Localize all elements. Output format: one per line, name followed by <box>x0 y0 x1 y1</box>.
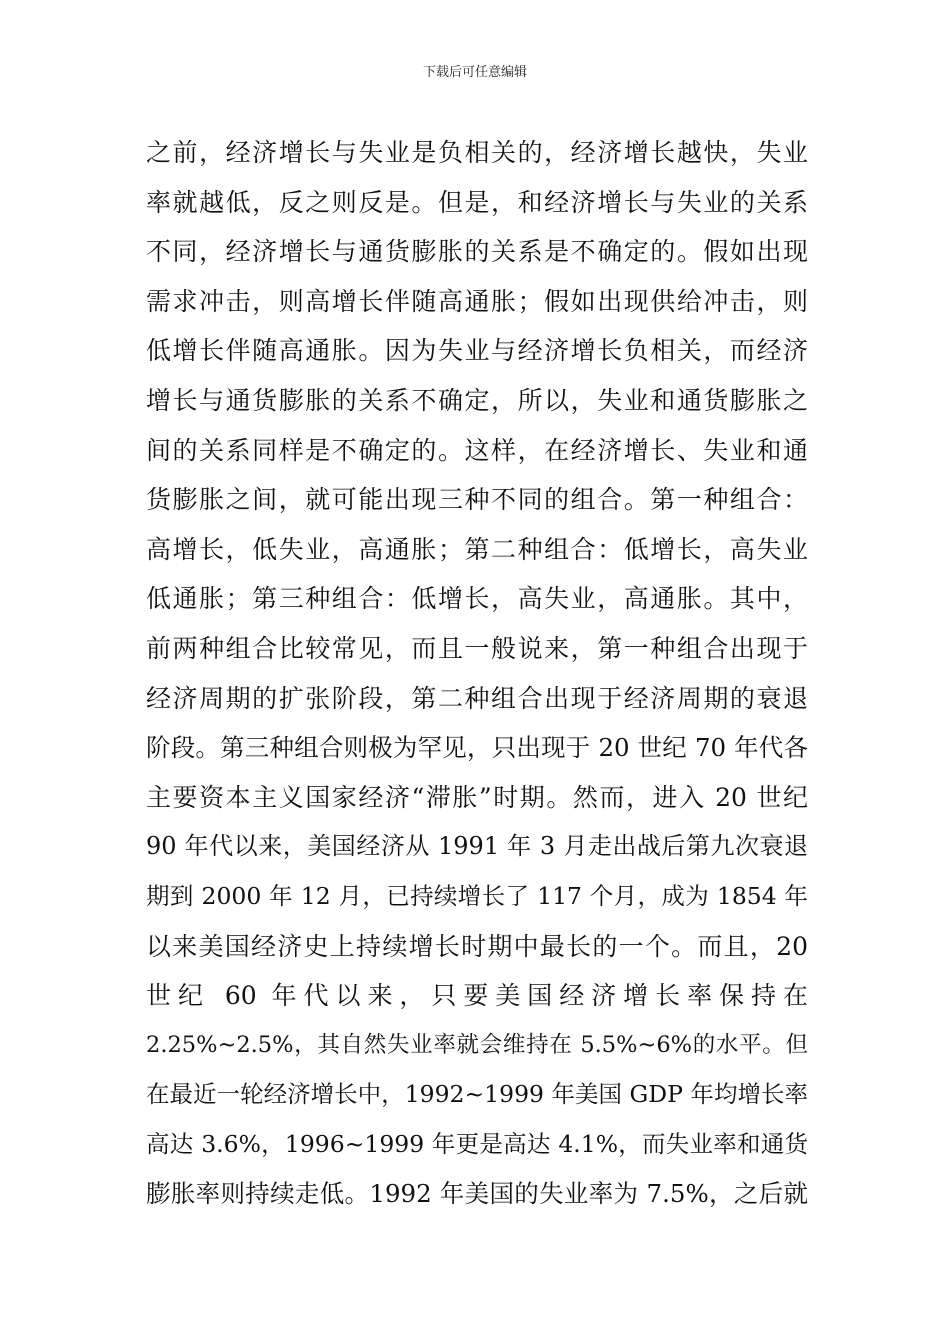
text-line-18: 世纪 60 年代以来，只要美国经济增长率保持在 <box>146 981 808 1011</box>
text-line-7: 间的关系同样是不确定的。这样，在经济增长、失业和通 <box>146 435 808 465</box>
text-line-12: 经济周期的扩张阶段，第二种组合出现于经济周期的衰退 <box>146 683 808 713</box>
page-header: 下载后可任意编辑 <box>422 65 527 80</box>
text-line-22: 膨胀率则持续走低。1992 年美国的失业率为 7.5%，之后就 <box>146 1179 808 1209</box>
text-line-20: 在最近一轮经济增长中，1992~1999 年美国 GDP 年均增长率 <box>146 1080 808 1109</box>
text-line-11: 前两种组合比较常见，而且一般说来，第一种组合出现于 <box>146 633 808 663</box>
text-line-5: 低增长伴随高通胀。因为失业与经济增长负相关，而经济 <box>146 336 808 366</box>
text-line-13: 阶段。第三种组合则极为罕见，只出现于 20 世纪 70 年代各 <box>146 733 808 763</box>
text-line-14: 主要资本主义国家经济“滞胀”时期。然而，进入 20 世纪 <box>146 782 808 812</box>
text-line-2: 率就越低，反之则反是。但是，和经济增长与失业的关系 <box>146 187 808 217</box>
text-line-9: 高增长，低失业，高通胀；第二种组合：低增长，高失业 <box>146 534 808 564</box>
document-body <box>146 128 808 1219</box>
text-line-1: 之前，经济增长与失业是负相关的，经济增长越快，失业 <box>146 138 808 167</box>
text-line-8: 货膨胀之间，就可能出现三种不同的组合。第一种组合： <box>146 485 808 515</box>
text-line-19: 2.25%~2.5%，其自然失业率就会维持在 5.5%~6%的水平。但 <box>146 1031 808 1058</box>
text-line-3: 不同，经济增长与通货膨胀的关系是不确定的。假如出现 <box>146 237 808 267</box>
text-line-17: 以来美国经济史上持续增长时期中最长的一个。而且，20 <box>146 931 808 961</box>
text-line-15: 90 年代以来，美国经济从 1991 年 3 月走出战后第九次衰退 <box>146 832 808 861</box>
text-line-6: 增长与通货膨胀的关系不确定，所以，失业和通货膨胀之 <box>146 385 808 415</box>
text-line-21: 高达 3.6%，1996~1999 年更是高达 4.1%，而失业率和通货 <box>146 1129 808 1158</box>
text-line-10: 低通胀；第三种组合：低增长，高失业，高通胀。其中， <box>146 584 808 614</box>
text-line-16: 期到 2000 年 12 月，已持续增长了 117 个月，成为 1854 年 <box>146 881 808 910</box>
text-line-4: 需求冲击，则高增长伴随高通胀；假如出现供给冲击，则 <box>146 286 808 316</box>
